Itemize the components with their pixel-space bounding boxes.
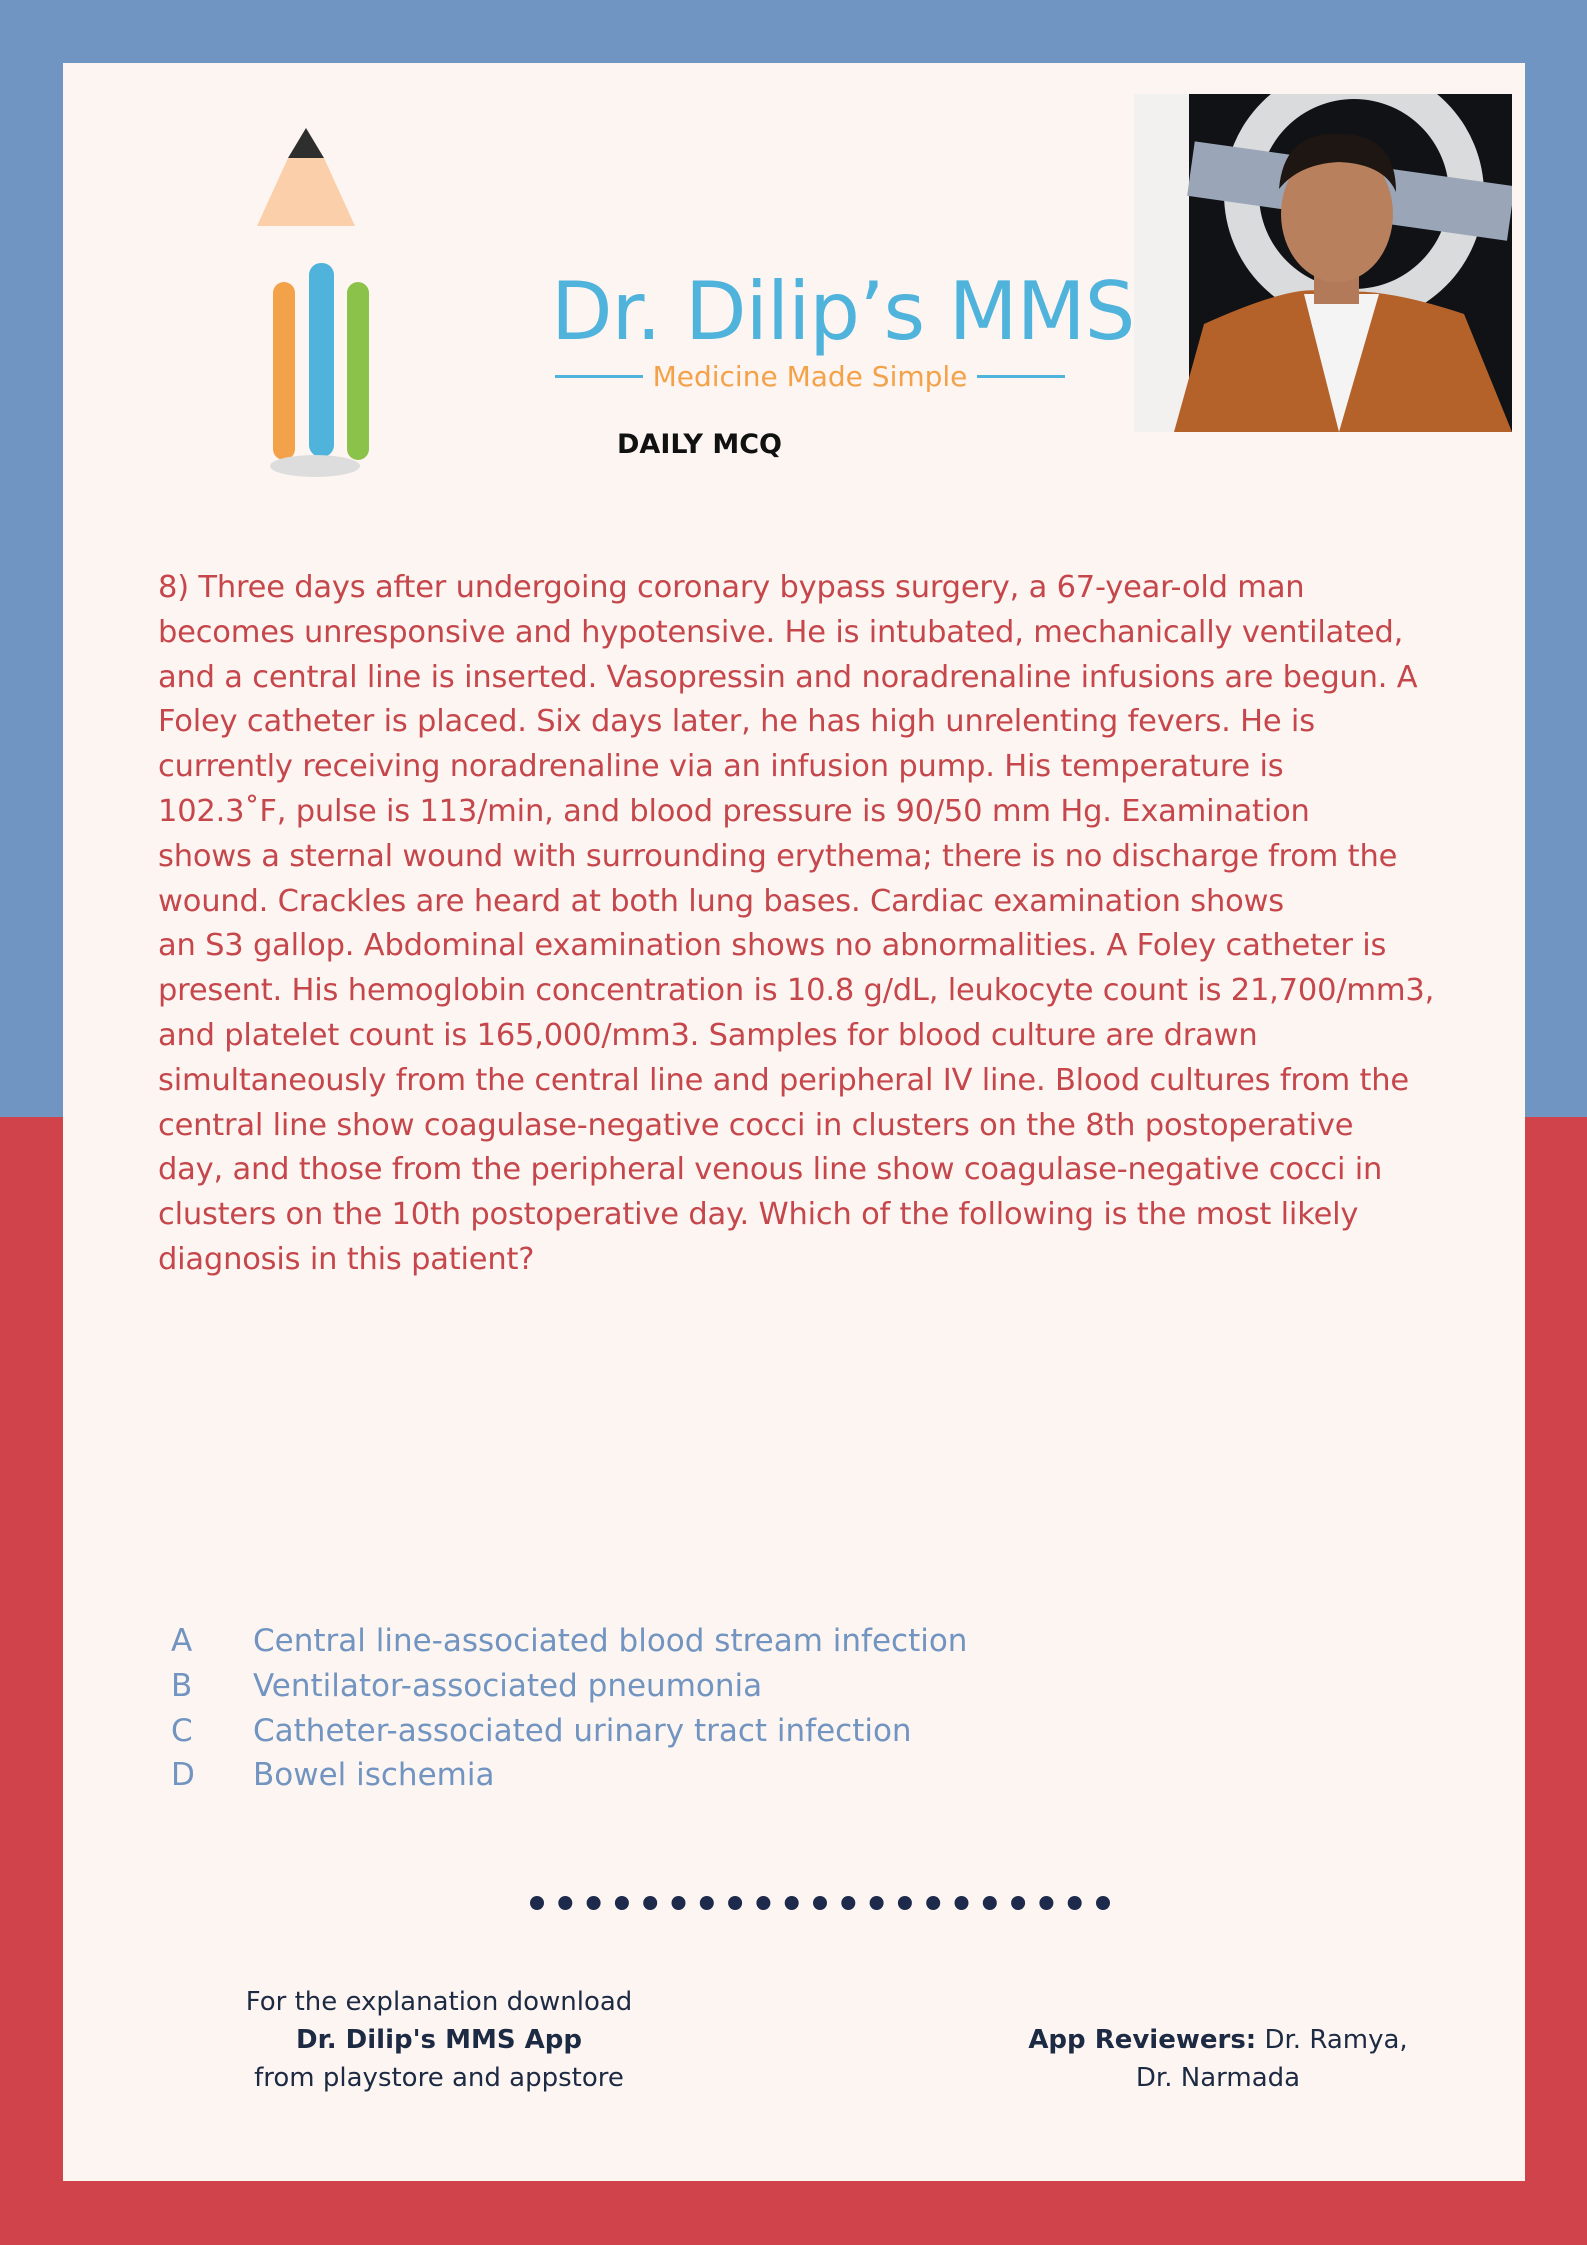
option-c[interactable] xyxy=(171,1708,1171,1753)
question-line: central line show coagulase-negative cocci in clusters on the 8th postoperative xyxy=(158,1107,1354,1143)
question-line: an S3 gallop. Abdominal examination shows no abnormalities. A Foley catheter is xyxy=(158,928,1387,964)
divider-dot xyxy=(700,1896,714,1910)
divider-dot xyxy=(926,1896,940,1910)
question-line: clusters on the 10th postoperative day. Which of the following is the most likely xyxy=(158,1197,1359,1233)
question-line: becomes unresponsive and hypotensive. He is intubated, mechanically ventilated, xyxy=(158,614,1404,650)
question-text xyxy=(158,566,1493,1283)
divider-dot xyxy=(530,1896,544,1910)
divider-dot xyxy=(955,1896,969,1910)
option-text: Central line-associated blood stream infection xyxy=(253,1623,968,1660)
option-letter: C xyxy=(171,1712,193,1749)
option-letter: A xyxy=(171,1623,193,1660)
divider-dot xyxy=(1068,1896,1082,1910)
question-line: 8) Three days after undergoing coronary bypass surgery, a 67-year-old man xyxy=(158,570,1305,605)
logo-subtitle-row xyxy=(555,360,1065,393)
download-note xyxy=(239,1983,639,2097)
logo-subtitle: Medicine Made Simple xyxy=(652,360,968,393)
divider-dot xyxy=(841,1896,855,1910)
option-text: Bowel ischemia xyxy=(253,1757,495,1794)
store-line: from playstore and appstore xyxy=(254,2063,624,2093)
divider-dot xyxy=(813,1896,827,1910)
logo-title: Dr. Dilip’s MMS xyxy=(551,265,1135,358)
reviewers-names: Dr. Narmada xyxy=(1135,2063,1301,2093)
divider-dot xyxy=(1096,1896,1110,1910)
author-photo xyxy=(1134,94,1512,432)
divider-dot xyxy=(558,1896,572,1910)
question-line: 102.3˚F, pulse is 113/min, and blood pressure is 90/50 mm Hg. Examination xyxy=(158,793,1310,829)
question-line: currently receiving noradrenaline via an infusion pump. His temperature is xyxy=(158,749,1284,785)
question-line: shows a sternal wound with surrounding erythema; there is no discharge from the xyxy=(158,838,1398,874)
divider-dot xyxy=(983,1896,997,1910)
question-line: and platelet count is 165,000/mm3. Samples for blood culture are drawn xyxy=(158,1017,1258,1053)
divider-dot xyxy=(615,1896,629,1910)
divider-line xyxy=(555,375,643,378)
option-letter: D xyxy=(171,1757,195,1794)
dotted-divider xyxy=(523,1893,1123,1913)
divider-dot xyxy=(1011,1896,1025,1910)
divider-dot xyxy=(870,1896,884,1910)
divider-line xyxy=(977,375,1065,378)
question-line: wound. Crackles are heard at both lung bases. Cardiac examination shows xyxy=(158,883,1284,919)
option-letter: B xyxy=(171,1668,193,1705)
divider-dot xyxy=(898,1896,912,1910)
option-d[interactable] xyxy=(171,1753,1171,1798)
answer-options xyxy=(171,1619,1171,1798)
question-line: present. His hemoglobin concentration is 10.8 g/dL, leukocyte count is 21,700/mm3, xyxy=(158,973,1435,1009)
divider-dot xyxy=(785,1896,799,1910)
divider-dot xyxy=(587,1896,601,1910)
app-reviewers xyxy=(993,2021,1443,2097)
question-line: and a central line is inserted. Vasopressin and noradrenaline infusions are begun. A xyxy=(158,659,1418,695)
divider-dot xyxy=(1039,1896,1053,1910)
app-name: Dr. Dilip's MMS App xyxy=(296,2025,582,2055)
divider-dot xyxy=(672,1896,686,1910)
page-title: DAILY MCQ xyxy=(617,429,782,460)
option-text: Catheter-associated urinary tract infection xyxy=(253,1712,912,1749)
brand-logo xyxy=(243,98,1135,478)
question-line: diagnosis in this patient? xyxy=(158,1241,535,1277)
option-b[interactable] xyxy=(171,1664,1171,1709)
reviewers-label: App Reviewers: xyxy=(1028,2025,1257,2055)
divider-dot xyxy=(756,1896,770,1910)
question-line: Foley catheter is placed. Six days later, he has high unrelenting fevers. He is xyxy=(158,704,1315,740)
question-line: simultaneously from the central line and peripheral IV line. Blood cultures from the xyxy=(158,1062,1409,1098)
option-text: Ventilator-associated pneumonia xyxy=(253,1668,763,1705)
question-line: day, and those from the peripheral venous line show coagulase-negative cocci in xyxy=(158,1152,1383,1188)
download-line: For the explanation download xyxy=(245,1987,633,2017)
divider-dot xyxy=(728,1896,742,1910)
option-a[interactable] xyxy=(171,1619,1171,1664)
divider-dot xyxy=(643,1896,657,1910)
mcq-card xyxy=(63,63,1525,2181)
reviewers-names: Dr. Ramya, xyxy=(1256,2025,1408,2055)
